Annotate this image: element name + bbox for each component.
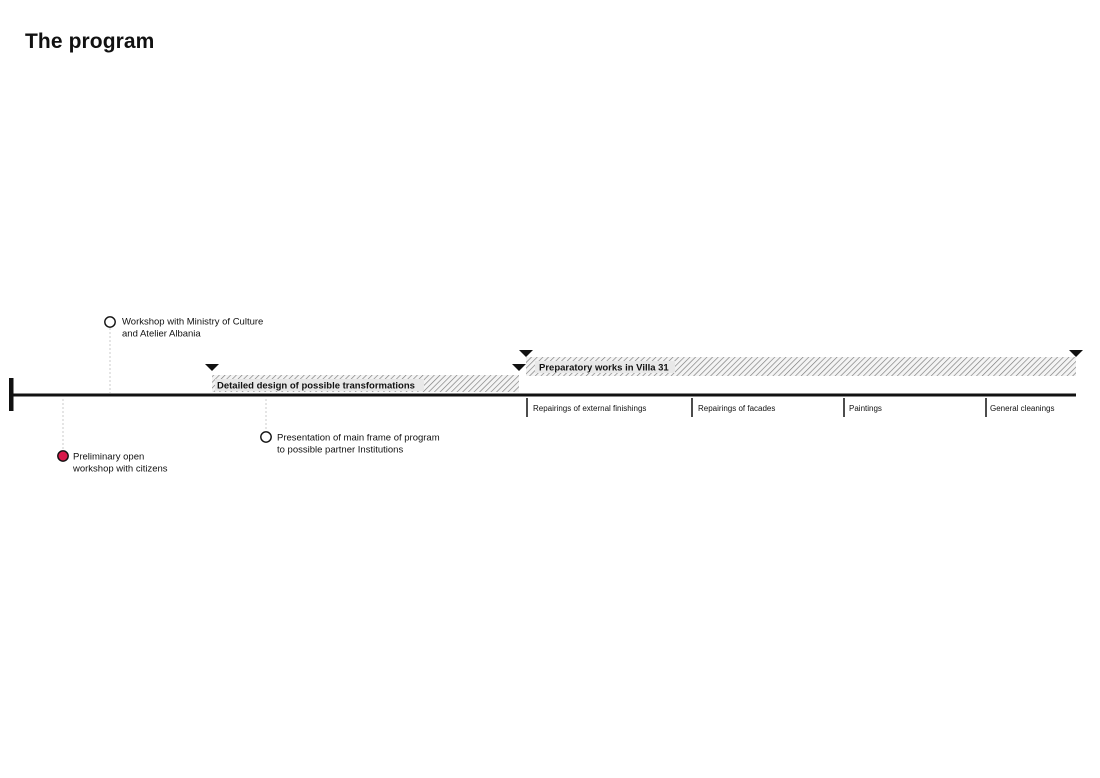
event-marker-ministry	[105, 317, 115, 327]
event-label-preliminary-line-1: Preliminary open	[73, 451, 145, 463]
triangle-marker-design-start	[205, 364, 219, 371]
triangle-marker-preparatory-end	[1069, 350, 1083, 357]
phase-label-design: Detailed design of possible transformations	[217, 380, 415, 392]
event-marker-presentation	[261, 432, 271, 442]
event-label-presentation-line-2: to possible partner Institutions	[277, 444, 404, 456]
event-label-preliminary-line-2: workshop with citizens	[73, 463, 168, 475]
event-label-preliminary	[72, 452, 168, 475]
phase-label-preparatory: Preparatory works in Villa 31	[539, 362, 669, 374]
triangle-marker-preparatory-start	[519, 350, 533, 357]
event-label-ministry-line-2: and Atelier Albania	[122, 328, 201, 340]
sub-task-label-3: Paintings	[849, 404, 882, 413]
page-title: The program	[25, 30, 155, 53]
event-label-presentation-line-1: Presentation of main frame of program	[277, 432, 440, 444]
event-label-ministry	[122, 317, 266, 340]
event-label-presentation	[277, 433, 442, 456]
triangle-marker-design-end	[512, 364, 526, 371]
event-label-ministry-line-1: Workshop with Ministry of Culture	[122, 316, 264, 328]
event-marker-preliminary	[58, 451, 68, 461]
sub-task-label-1: Repairings of external finishings	[533, 404, 647, 413]
sub-task-label-2: Repairings of facades	[698, 404, 776, 413]
sub-task-label-4: General cleanings	[990, 404, 1055, 413]
